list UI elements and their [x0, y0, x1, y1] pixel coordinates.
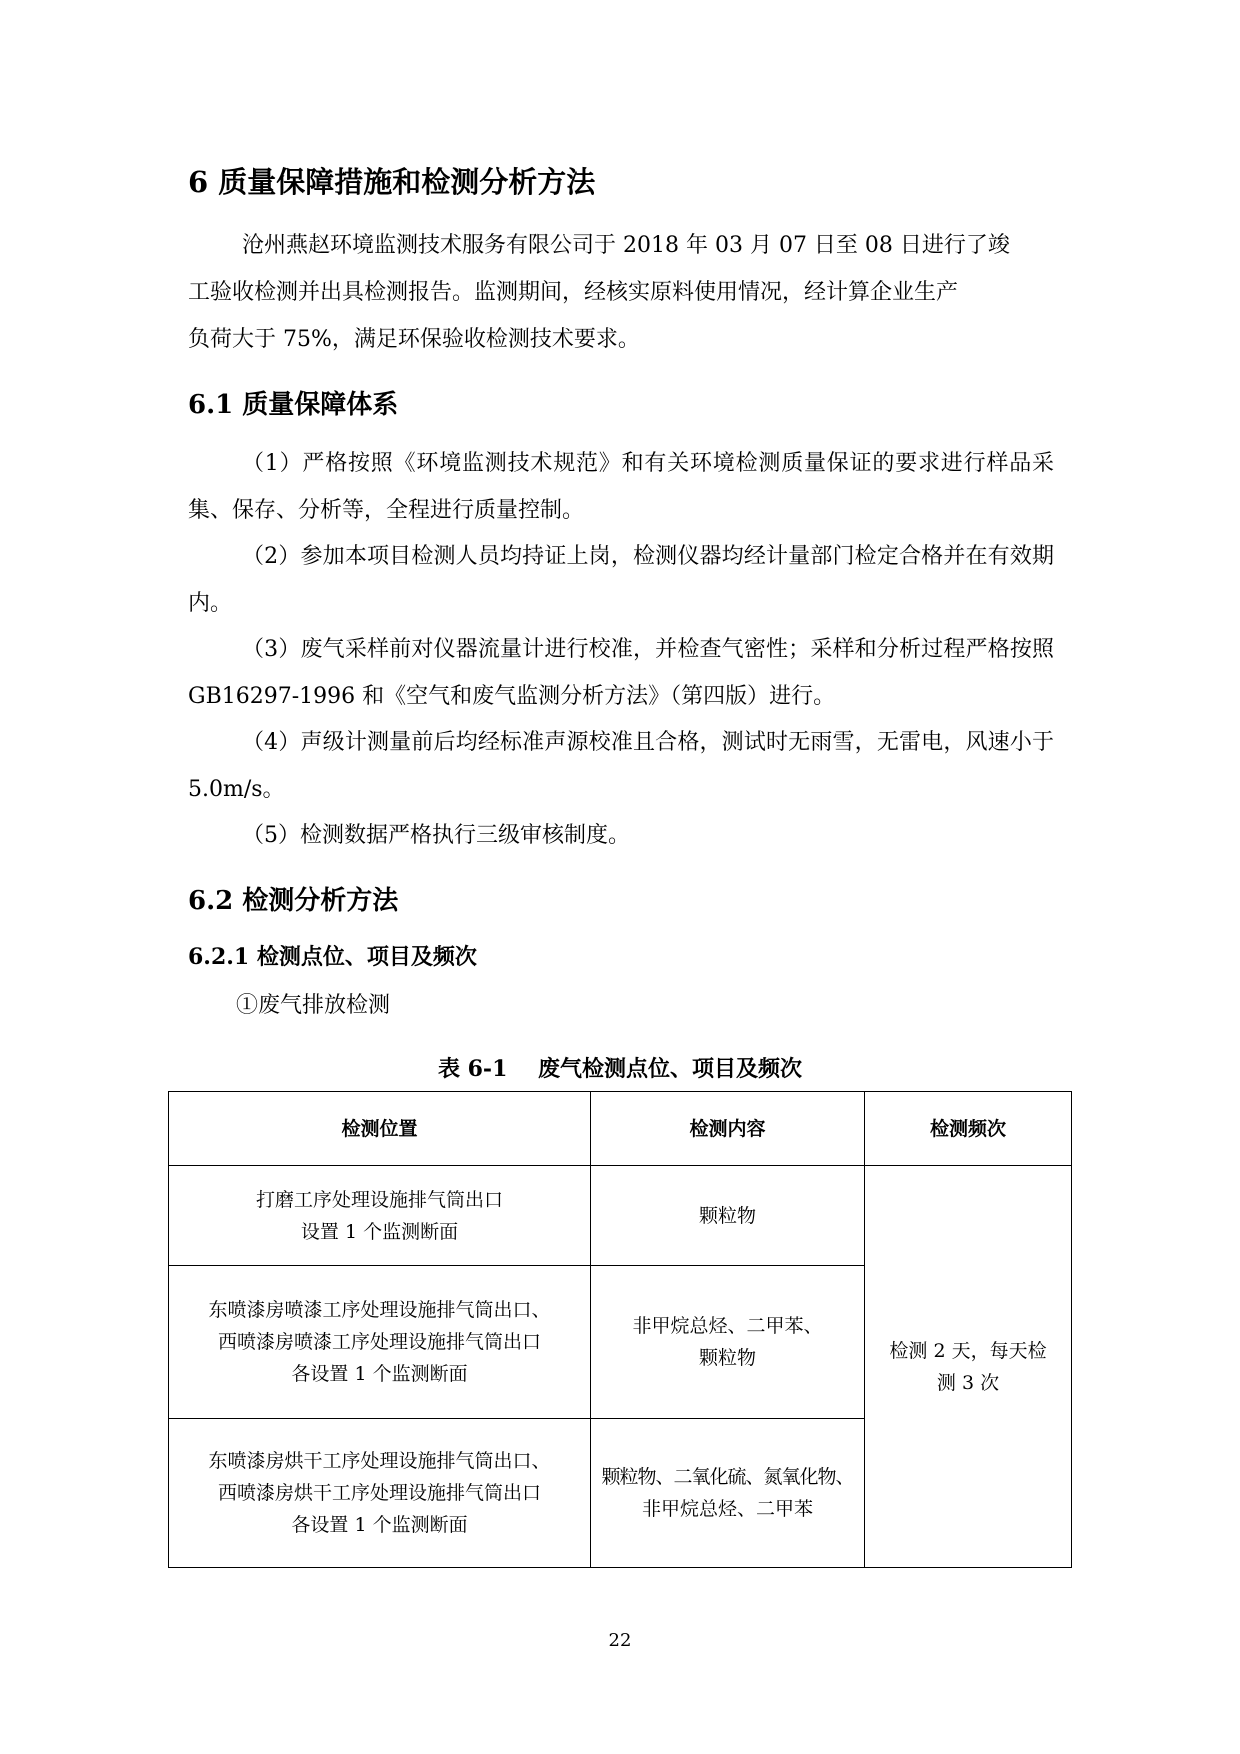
table-caption: 表 6-1 废气检测点位、项目及频次 [437, 1056, 803, 1082]
location-line: 西喷漆房喷漆工序处理设施排气筒出口 [217, 1331, 541, 1353]
table-header-row [169, 1092, 1072, 1166]
intro-line-1: 沧州燕赵环境监测技术服务有限公司于 2018 年 03 月 07 日至 08 日进行了竣 [242, 233, 1010, 258]
content-cell [591, 1166, 865, 1266]
qa-item-1: （1）严格按照《环境监测技术规范》和有关环境检测质量保证的要求进行样品采集、保存、分析等，全程进行质量控制。 [188, 451, 1054, 523]
content-line: 颗粒物 [698, 1204, 756, 1227]
location-cell [169, 1419, 591, 1568]
header-content: 检测内容 [591, 1092, 865, 1166]
intro-paragraph [188, 222, 1054, 363]
header-location: 检测位置 [169, 1092, 591, 1166]
location-line: 各设置 1 个监测断面 [291, 1363, 468, 1385]
exhaust-item: ①废气排放检测 [236, 993, 391, 1018]
header-frequency: 检测频次 [865, 1092, 1072, 1166]
qa-item-5: （5）检测数据严格执行三级审核制度。 [242, 823, 630, 848]
location-line: 东喷漆房喷漆工序处理设施排气筒出口、 [208, 1299, 551, 1321]
location-line: 西喷漆房烘干工序处理设施排气筒出口 [217, 1482, 541, 1504]
methods-title: 6.2 检测分析方法 [188, 886, 399, 916]
frequency-line: 检测 2 天，每天检 [889, 1339, 1047, 1362]
methods-subtitle: 6.2.1 检测点位、项目及频次 [188, 944, 477, 970]
content-cell [591, 1419, 865, 1568]
page-number: 22 [608, 1630, 632, 1651]
intro-line-2: 工验收检测并出具检测报告。监测期间，经核实原料使用情况，经计算企业生产 [188, 280, 959, 305]
qa-item-4: （4）声级计测量前后均经标准声源校准且合格，测试时无雨雪，无雷电，风速小于 5.0m/s。 [188, 730, 1054, 802]
qa-item-3: （3）废气采样前对仪器流量计进行校准，并检查气密性；采样和分析过程严格按照 GB16297-1996 和《空气和废气监测分析方法》（第四版）进行。 [188, 637, 1054, 709]
location-line: 打磨工序处理设施排气筒出口 [255, 1188, 503, 1211]
qa-title: 6.1 质量保障体系 [188, 390, 399, 420]
qa-item-2: （2）参加本项目检测人员均持证上岗，检测仪器均经计量部门检定合格并在有效期内。 [188, 544, 1054, 616]
intro-line-3: 负荷大于 75%，满足环保验收检测技术要求。 [188, 327, 640, 352]
content-cell [591, 1266, 865, 1419]
location-line: 东喷漆房烘干工序处理设施排气筒出口、 [208, 1450, 551, 1472]
location-line: 各设置 1 个监测断面 [291, 1514, 468, 1536]
content-line: 非甲烷总烃、二甲苯、 [632, 1315, 823, 1337]
monitoring-table [168, 1091, 1072, 1568]
content-line: 颗粒物 [698, 1347, 756, 1369]
location-cell [169, 1166, 591, 1266]
content-line: 颗粒物、二氧化硫、氮氧化物、 [601, 1466, 854, 1488]
table-row [169, 1166, 1072, 1266]
location-line: 设置 1 个监测断面 [300, 1220, 459, 1243]
section-title: 6 质量保障措施和检测分析方法 [188, 165, 596, 199]
content-line: 非甲烷总烃、二甲苯 [641, 1498, 813, 1520]
frequency-line: 测 3 次 [936, 1371, 1000, 1394]
frequency-cell [865, 1166, 1072, 1568]
location-cell [169, 1266, 591, 1419]
